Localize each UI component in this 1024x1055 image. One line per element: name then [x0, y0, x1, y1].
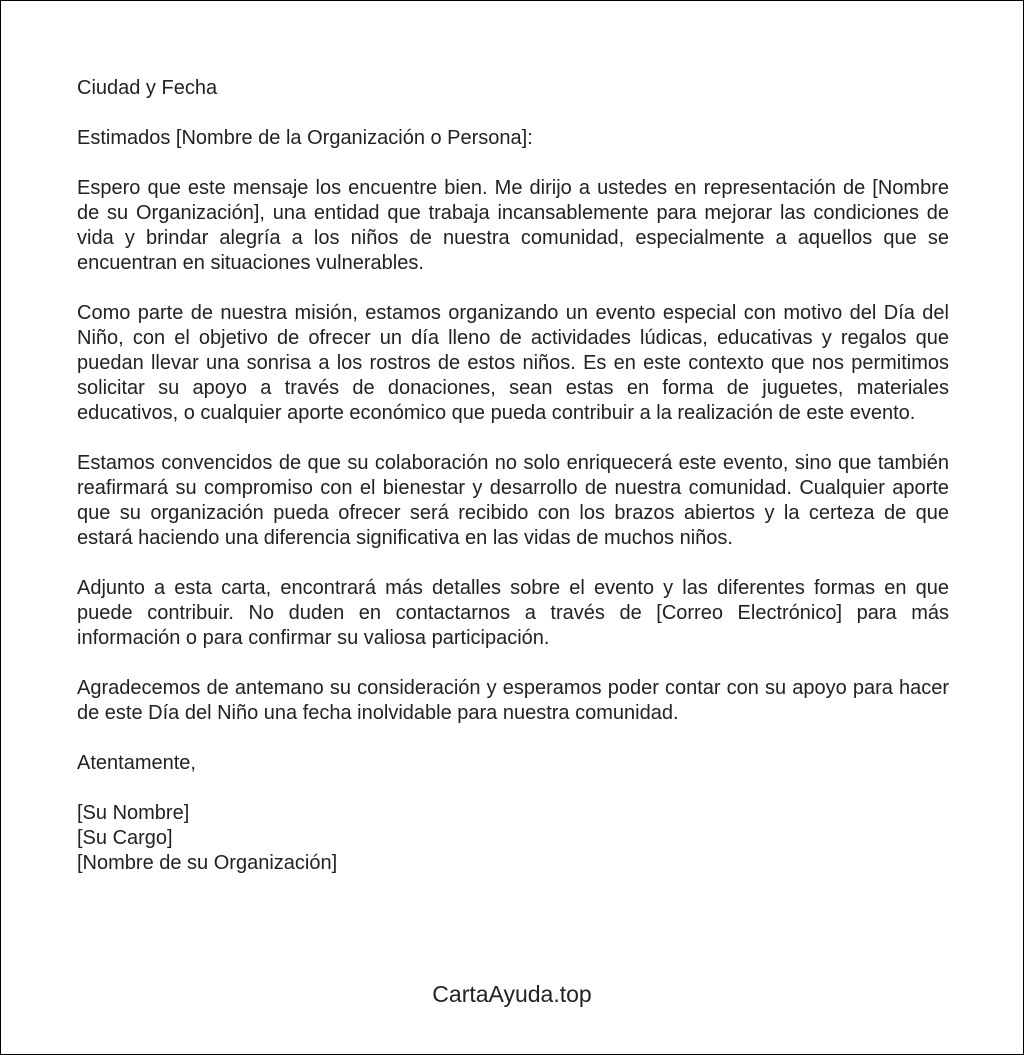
paragraph-introduction: Espero que este mensaje los encuentre bien. Me dirijo a ustedes en representación de [Nombre de su Organización], una entidad que trabaja incansablemente para mejorar las condiciones de vida y brindar alegría a los niños de nuestra comunidad, especialmente a aquellos que se encuentran en situaciones vulnerables.	[77, 177, 949, 274]
signature-block	[77, 801, 949, 876]
footer-site: CartaAyuda.top	[432, 981, 592, 1007]
letter-body	[77, 76, 949, 876]
place-date: Ciudad y Fecha	[77, 77, 218, 99]
closing: Atentamente,	[77, 752, 196, 774]
signature-position: [Su Cargo]	[77, 827, 173, 849]
signature-organization: [Nombre de su Organización]	[77, 852, 338, 874]
greeting: Estimados [Nombre de la Organización o Persona]:	[77, 127, 533, 149]
paragraph-thanks: Agradecemos de antemano su consideración y esperamos poder contar con su apoyo para hacer de este Día del Niño una fecha inolvidable para nuestra comunidad.	[77, 677, 949, 724]
signature-name: [Su Nombre]	[77, 802, 190, 824]
paragraph-attachment: Adjunto a esta carta, encontrará más detalles sobre el evento y las diferentes formas en que puede contribuir. No duden en contactarnos a través de [Correo Electrónico] para más información o para confirmar su valiosa participación.	[77, 577, 949, 649]
paragraph-collaboration: Estamos convencidos de que su colaboración no solo enriquecerá este evento, sino que también reafirmará su compromiso con el bienestar y desarrollo de nuestra comunidad. Cualquier aporte que su organización pueda ofrecer será recibido con los brazos abiertos y la certeza de que estará haciendo una diferencia significativa en las vidas de muchos niños.	[77, 452, 949, 549]
paragraph-event: Como parte de nuestra misión, estamos organizando un evento especial con motivo del Día del Niño, con el objetivo de ofrecer un día lleno de actividades lúdicas, educativas y regalos que puedan llevar una sonrisa a los rostros de estos niños. Es en este contexto que nos permitimos solicitar su apoyo a través de donaciones, sean estas en forma de juguetes, materiales educativos, o cualquier aporte económico que pueda contribuir a la realización de este evento.	[77, 302, 949, 424]
